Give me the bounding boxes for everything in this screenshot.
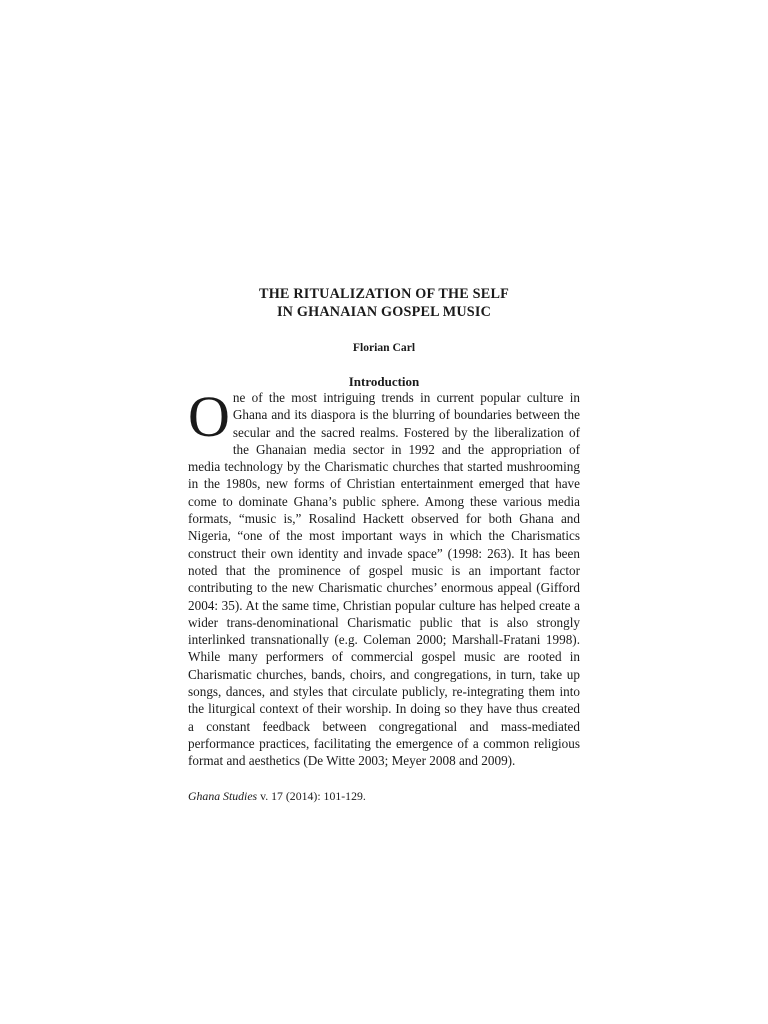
citation-details: v. 17 (2014): 101-129. [257, 788, 366, 803]
drop-cap: O [188, 384, 230, 449]
journal-citation [188, 789, 580, 804]
article-title [188, 286, 580, 321]
section-heading: Introduction [348, 374, 420, 389]
author-name: Florian Carl [352, 341, 416, 354]
article-page [188, 286, 580, 804]
journal-name: Ghana Studies [188, 788, 258, 803]
body-paragraph [188, 384, 580, 770]
title-line-2: IN GHANAIAN GOSPEL MUSIC [276, 303, 492, 320]
body-text: ne of the most intriguing trends in current popular culture in Ghana and its diaspora is the blurring of boundaries between the secular and the sacred realms. Fostered by the liberalization of the Ghanaian media sector in 1992 and the appropriation of media technology by the Charismatic churches that started mushrooming in the 1980s, new forms of Christian entertainment emerged that have come to dominate Ghana’s public sphere. Among these various media formats, “music is,” Rosalind Hackett observed for both Ghana and Nigeria, “one of the most important ways in which the Charismatics construct their own identity and invade space” (1998: 263). It has been noted that the prominence of gospel music is an important factor contributing to the new Charismatic churches’ enormous appeal (Gifford 2004: 35). At the same time, Christian popular culture has helped create a wider trans-denominational Charismatic public that is also strongly interlinked transnationally (e.g. Coleman 2000; Marshall-Fratani 1998). While many performers of commercial gospel music are rooted in Charismatic churches, bands, choirs, and congregations, in turn, take up songs, dances, and styles that circulate publicly, re-integrating them into the liturgical context of their worship. In doing so they have thus created a constant feedback between congregational and mass-mediated performance practices, facilitating the emergence of a common religious format and aesthetics (De Witte 2003; Meyer 2008 and 2009). [188, 390, 580, 769]
title-line-1: THE RITUALIZATION OF THE SELF [259, 286, 509, 302]
